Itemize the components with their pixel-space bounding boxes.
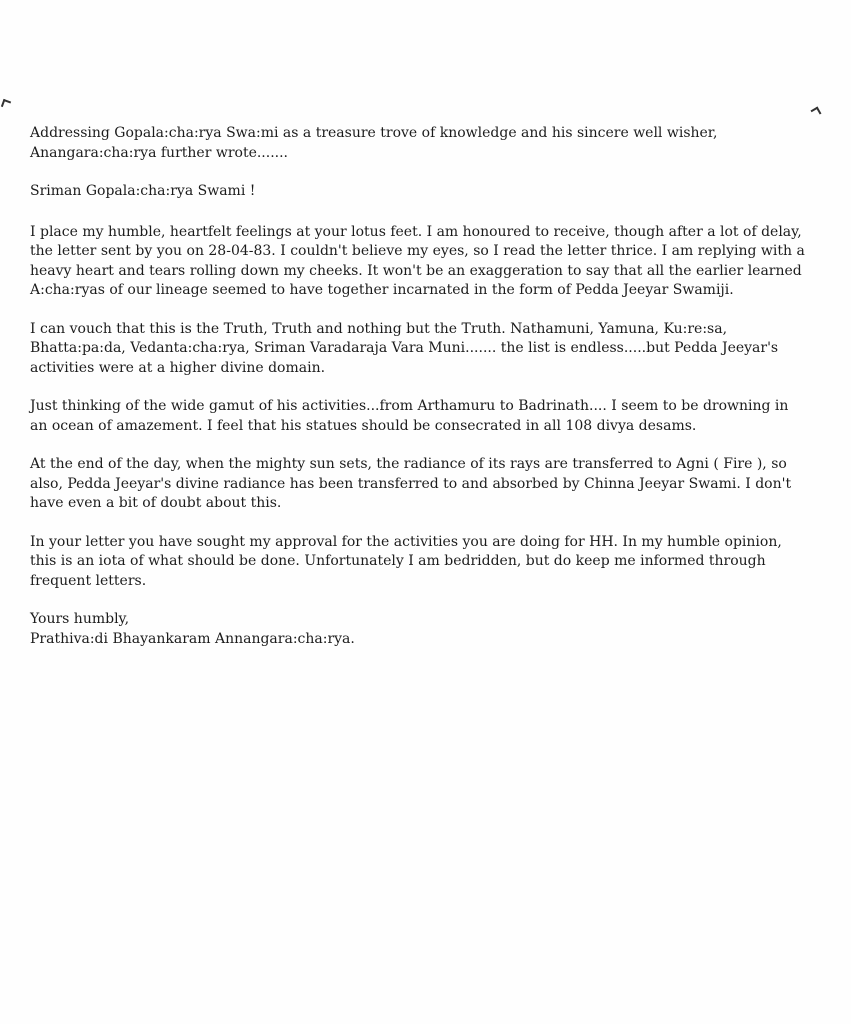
signature: Prathiva:di Bhayankaram Annangara:cha:rya. [30, 630, 355, 647]
intro-line: Addressing Gopala:cha:rya Swa:mi as a treasure trove of knowledge and his sincere well wisher, [30, 125, 718, 141]
letter-content [30, 124, 805, 668]
scan-mark-left [1, 99, 11, 109]
closing: Yours humbly, [30, 611, 130, 627]
intro-paragraph [30, 124, 775, 163]
paragraph-line: frequent letters. [30, 572, 147, 589]
letter-paragraph-5 [30, 533, 782, 592]
letter-paragraph-1 [30, 223, 805, 301]
intro-line: Anangara:cha:rya further wrote....... [30, 144, 289, 161]
paragraph-line: the letter sent by you on 28-04-83. I couldn't believe my eyes, so I read the letter thrice. I am replying with a [30, 243, 805, 259]
paragraph-line: Bhatta:pa:da, Vedanta:cha:rya, Sriman Varadaraja Vara Muni....... the list is endless.....but Pedda Jeeyar's [30, 340, 779, 356]
letter-paragraph-2 [30, 320, 779, 379]
paragraph-line: heavy heart and tears rolling down my cheeks. It won't be an exaggeration to say that all the earlier learned [30, 262, 802, 279]
paragraph-line: Just thinking of the wide gamut of his activities...from Arthamuru to Badrinath.... I seem to be drowning in [30, 398, 789, 414]
letter-paragraph-4 [30, 455, 792, 514]
paragraph-line: also, Pedda Jeeyar's divine radiance has been transferred to and absorbed by Chinna Jeeyar Swami. I don't [30, 475, 792, 492]
letter-paragraph-3 [30, 397, 789, 436]
closing-block [30, 610, 775, 649]
paragraph-line: an ocean of amazement. I feel that his statues should be consecrated in all 108 divya desams. [30, 417, 697, 434]
paragraph-line: this is an iota of what should be done. Unfortunately I am bedridden, but do keep me informed through [30, 553, 766, 569]
paragraph-line: At the end of the day, when the mighty sun sets, the radiance of its rays are transferred to Agni ( Fire ), so [30, 456, 787, 472]
paragraph-line: I can vouch that this is the Truth, Truth and nothing but the Truth. Nathamuni, Yamuna, Ku:re:sa, [30, 320, 728, 337]
paragraph-line: activities were at a higher divine domain. [30, 359, 326, 376]
scan-mark-right [811, 107, 822, 118]
paragraph-line: I place my humble, heartfelt feelings at your lotus feet. I am honoured to receive, though after a lot of delay, [30, 223, 802, 240]
paragraph-line: A:cha:ryas of our lineage seemed to have together incarnated in the form of Pedda Jeeyar Swamiji. [30, 282, 734, 298]
paragraph-line: have even a bit of doubt about this. [30, 495, 282, 511]
paragraph-line: In your letter you have sought my approval for the activities you are doing for HH. In my humble opinion, [30, 533, 782, 550]
salutation: Sriman Gopala:cha:rya Swami ! [30, 183, 256, 199]
